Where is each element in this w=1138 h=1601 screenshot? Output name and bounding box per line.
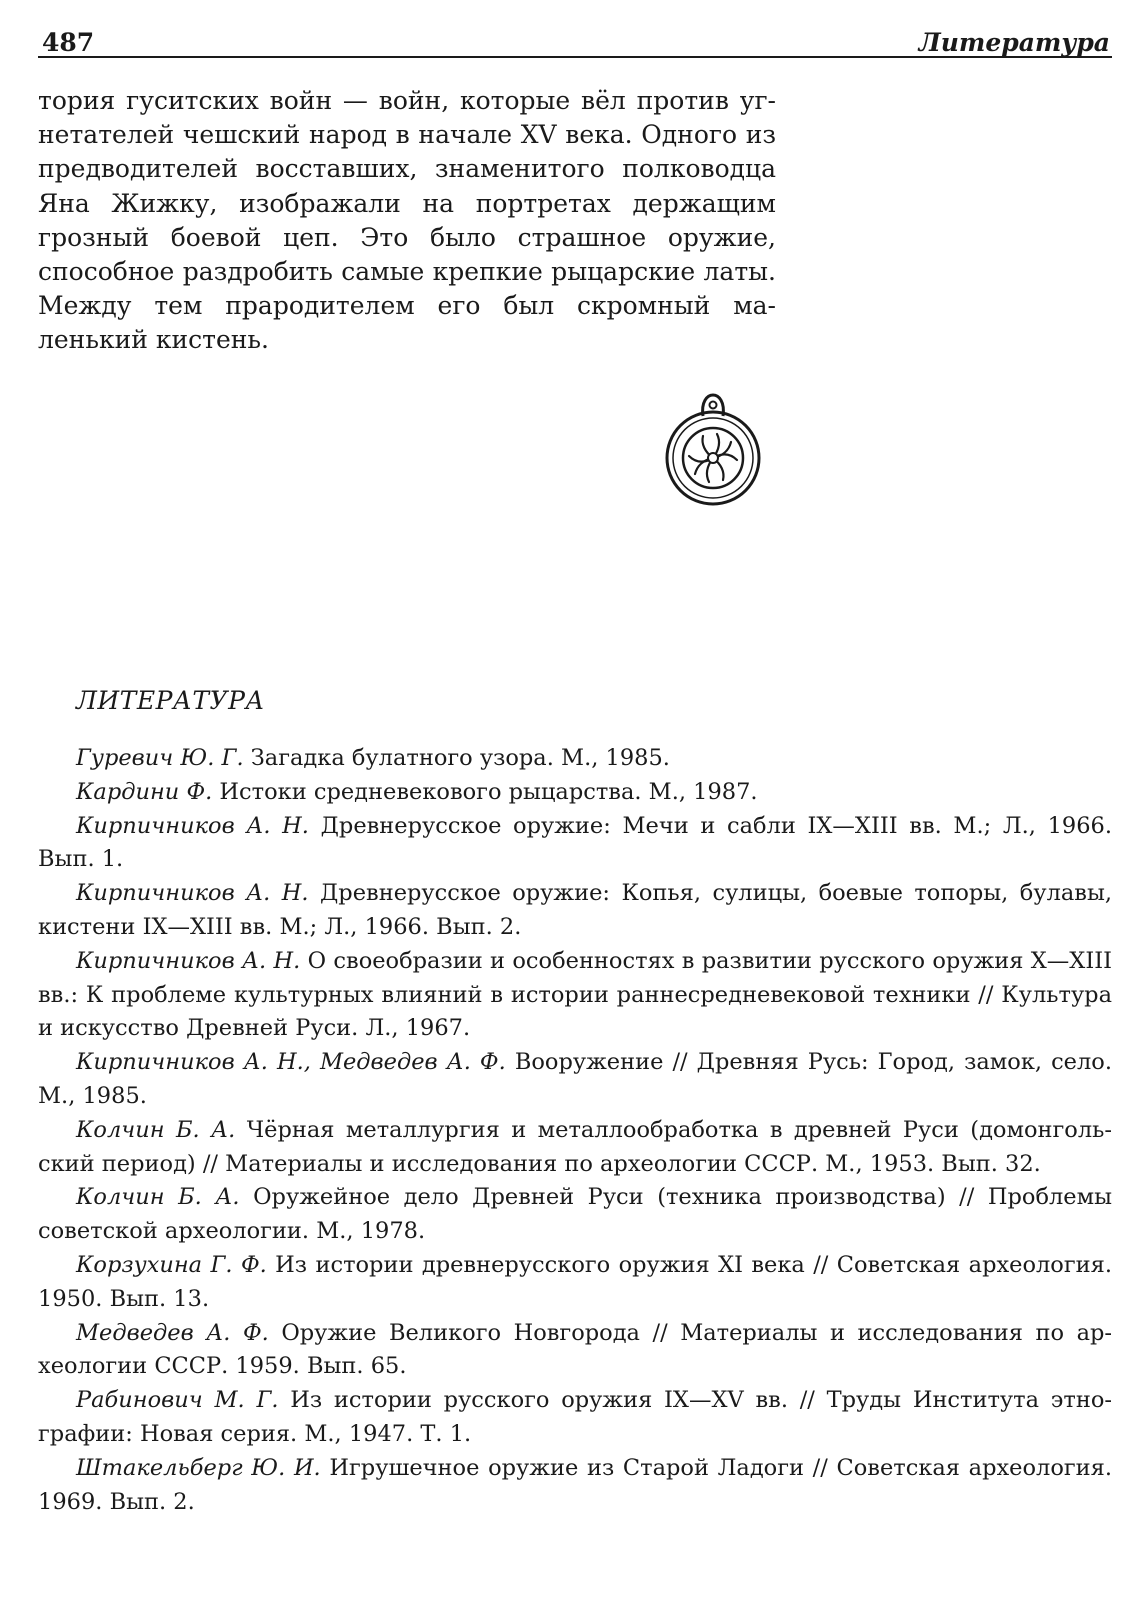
reference-text: Загадка булатного узора. М., 1985. — [243, 745, 670, 771]
reference-author: Кирпичников А. Н. — [76, 947, 301, 974]
reference-author: Штакельберг Ю. И. — [76, 1454, 321, 1481]
reference-author: Кирпичников А. Н. — [76, 812, 309, 839]
reference-author: Кардини Ф. — [76, 778, 213, 805]
reference-text: Древнерусское оружие: Копья, сулицы, боевые топоры, булавы, кистени IX—XIII вв. М.; Л., 1966. Вып. 2. — [38, 880, 1113, 940]
reference-author: Колчин Б. А. — [76, 1116, 236, 1143]
reference-item — [38, 1249, 1112, 1317]
reference-item — [38, 1452, 1112, 1520]
page-number: 487 — [42, 28, 95, 57]
reference-text: Игрушечное оружие из Старой Ладоги // Советская археология. 1969. Вып. 2. — [38, 1454, 1113, 1515]
reference-item — [38, 877, 1112, 945]
reference-item — [38, 776, 1112, 810]
reference-item — [38, 1384, 1112, 1452]
reference-author: Колчин Б. А. — [76, 1184, 240, 1211]
reference-text: Истоки средневекового рыцарства. М., 1987. — [212, 778, 758, 805]
reference-text: Из истории русского оружия IX—XV вв. // Труды Института этнографии: Новая серия. М., 1947. Т. 1. — [38, 1387, 1112, 1447]
reference-author: Кирпичников А. Н. — [76, 880, 309, 907]
reference-text: Оружейное дело Древней Руси (техника производства) // Проблемы советской археологии. М., 1978. — [38, 1184, 1113, 1245]
reference-author: Гуревич Ю. Г. — [76, 745, 244, 771]
page-header — [38, 22, 1112, 58]
reference-author: Кирпичников А. Н., Медведев А. Ф. — [76, 1049, 506, 1076]
reference-author: Медведев А. Ф. — [76, 1319, 269, 1346]
solar-rosette-pendant-icon — [663, 392, 763, 508]
running-title: Литература — [918, 28, 1110, 57]
reference-text: Древнерусское оружие: Мечи и сабли IX—XIII вв. М.; Л., 1966. Вып. 1. — [38, 812, 1113, 873]
reference-author: Корзухина Г. Ф. — [76, 1251, 267, 1278]
section-heading: ЛИТЕРАТУРА — [76, 686, 265, 715]
reference-item — [38, 1181, 1112, 1249]
reference-text: Оружие Великого Новгорода // Материалы и исследования по археологии СССР. 1959. Вып. 65. — [38, 1319, 1112, 1380]
reference-item — [38, 742, 1112, 776]
reference-author: Рабинович М. Г. — [76, 1387, 279, 1414]
body-paragraph: тория гуситских войн — войн, которые вёл против угнетателей чешский народ в начале XV века. Одного из предводителей восставших, знаменитого полководца Яна Жижку, изображали на портретах держащим грозный боевой цеп. Это было страшное оружие, способное раздробить самые крепкие рыцарские латы. Между тем прародителем его был скромный маленький кистень. — [38, 86, 776, 355]
reference-item — [38, 1114, 1112, 1182]
reference-text: О своеобразии и особенностях в развитии русского оружия X—XIII вв.: К проблеме культурных влияний в истории раннесредневековой техники // Культура и искусство Древней Руси. Л., 1967. — [38, 947, 1112, 1042]
reference-text: Из истории древнерусского оружия XI века // Советская археология. 1950. Вып. 13. — [38, 1251, 1112, 1312]
reference-item — [38, 945, 1112, 1046]
reference-item — [38, 810, 1112, 878]
reference-text: Вооружение // Древняя Русь: Город, замок, село. М., 1985. — [38, 1049, 1112, 1109]
reference-item — [38, 1046, 1112, 1114]
reference-item — [38, 1317, 1112, 1385]
reference-text: Чёрная металлургия и металлообработка в древней Руси (домонгольский период) // Материалы и исследования по археологии СССР. М., 1953. Вып. 32. — [38, 1116, 1113, 1177]
references-list — [38, 742, 1112, 1519]
